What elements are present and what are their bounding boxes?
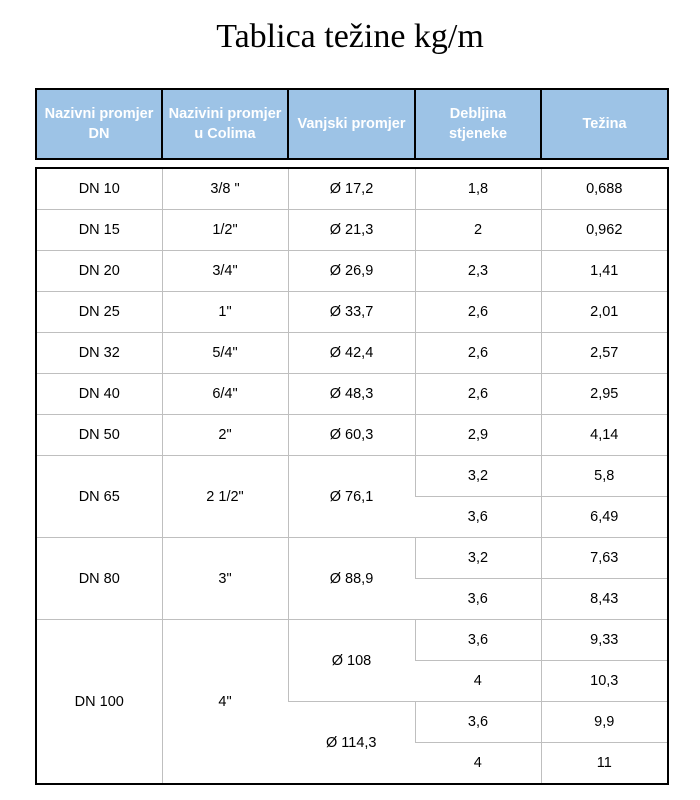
cell-weight: 6,49 xyxy=(541,497,668,538)
table-row xyxy=(36,456,668,497)
header-wall-thickness: Debljina stjeneke xyxy=(415,89,541,159)
page-title: Tablica težine kg/m xyxy=(216,18,484,55)
cell-dn: DN 10 xyxy=(36,168,162,210)
cell-inch: 1" xyxy=(162,292,288,333)
cell-wall: 2,6 xyxy=(415,333,541,374)
cell-dn: DN 15 xyxy=(36,210,162,251)
cell-inch: 3/8 " xyxy=(162,168,288,210)
cell-weight: 10,3 xyxy=(541,661,668,702)
cell-wall: 2 xyxy=(415,210,541,251)
cell-outer-diameter: Ø 26,9 xyxy=(288,251,415,292)
cell-dn: DN 100 xyxy=(74,693,124,710)
table-row xyxy=(36,168,668,210)
cell-wall: 3,6 xyxy=(415,579,541,620)
cell-weight: 2,57 xyxy=(541,333,668,374)
cell-wall: 1,8 xyxy=(415,168,541,210)
table-header xyxy=(35,88,669,160)
table-row xyxy=(36,210,668,251)
cell-outer-diameter: Ø 114,3 xyxy=(325,734,377,751)
cell-inch: 1/2" xyxy=(162,210,288,251)
cell-wall: 2,9 xyxy=(415,415,541,456)
cell-weight: 1,41 xyxy=(541,251,668,292)
cell-weight: 7,63 xyxy=(541,538,668,579)
cell-dn: DN 50 xyxy=(36,415,162,456)
cell-outer-diameter: Ø 60,3 xyxy=(288,415,415,456)
cell-outer-diameter: Ø 88,9 xyxy=(288,538,415,620)
table-row xyxy=(36,374,668,415)
cell-dn: DN 20 xyxy=(36,251,162,292)
cell-wall: 3,6 xyxy=(415,497,541,538)
cell-dn: DN 65 xyxy=(36,456,162,538)
cell-inch: 3/4" xyxy=(162,251,288,292)
cell-dn: DN 25 xyxy=(36,292,162,333)
cell-outer-diameter: Ø 76,1 xyxy=(288,456,415,538)
cell-inch: 2 1/2" xyxy=(162,456,288,538)
cell-wall: 2,6 xyxy=(415,292,541,333)
table-row xyxy=(36,292,668,333)
cell-wall: 3,6 xyxy=(415,702,541,743)
cell-inch: 2" xyxy=(162,415,288,456)
table-row xyxy=(36,538,668,579)
cell-wall: 4 xyxy=(473,755,482,771)
cell-weight: 0,962 xyxy=(541,210,668,251)
cell-inch: 5/4" xyxy=(162,333,288,374)
cell-wall: 3,2 xyxy=(415,456,541,497)
cell-weight: 8,43 xyxy=(541,579,668,620)
cell-outer-diameter: Ø 21,3 xyxy=(288,210,415,251)
header-outer-diameter: Vanjski promjer xyxy=(288,89,415,159)
cell-wall: 2,3 xyxy=(415,251,541,292)
table-row xyxy=(36,620,668,661)
table-row xyxy=(36,415,668,456)
cell-weight: 9,9 xyxy=(541,702,668,743)
cell-outer-diameter: Ø 17,2 xyxy=(288,168,415,210)
cell-weight: 9,33 xyxy=(541,620,668,661)
cell-outer-diameter: Ø 108 xyxy=(288,620,415,702)
cell-weight: 2,95 xyxy=(541,374,668,415)
table-row xyxy=(36,251,668,292)
cell-wall: 3,6 xyxy=(415,620,541,661)
cell-inch: 6/4" xyxy=(162,374,288,415)
cell-outer-diameter: Ø 48,3 xyxy=(288,374,415,415)
cell-dn: DN 80 xyxy=(36,538,162,620)
cell-outer-diameter: Ø 42,4 xyxy=(288,333,415,374)
header-weight: Težina xyxy=(541,89,668,159)
cell-weight: 2,01 xyxy=(541,292,668,333)
cell-inch: 3" xyxy=(162,538,288,620)
cell-dn: DN 40 xyxy=(36,374,162,415)
cell-weight: 0,688 xyxy=(541,168,668,210)
cell-weight: 4,14 xyxy=(541,415,668,456)
table-row xyxy=(36,333,668,374)
cell-inch: 4" xyxy=(162,620,288,785)
header-nominal-inch: Nazivini promjer u Colima xyxy=(162,89,288,159)
cell-weight: 5,8 xyxy=(541,456,668,497)
cell-wall: 2,6 xyxy=(415,374,541,415)
header-nominal-dn: Nazivni promjer DN xyxy=(36,89,162,159)
cell-outer-diameter: Ø 33,7 xyxy=(288,292,415,333)
cell-wall: 3,2 xyxy=(415,538,541,579)
weight-table xyxy=(35,167,669,785)
cell-wall: 4 xyxy=(415,661,541,702)
cell-weight: 11 xyxy=(541,743,668,785)
cell-dn: DN 32 xyxy=(36,333,162,374)
